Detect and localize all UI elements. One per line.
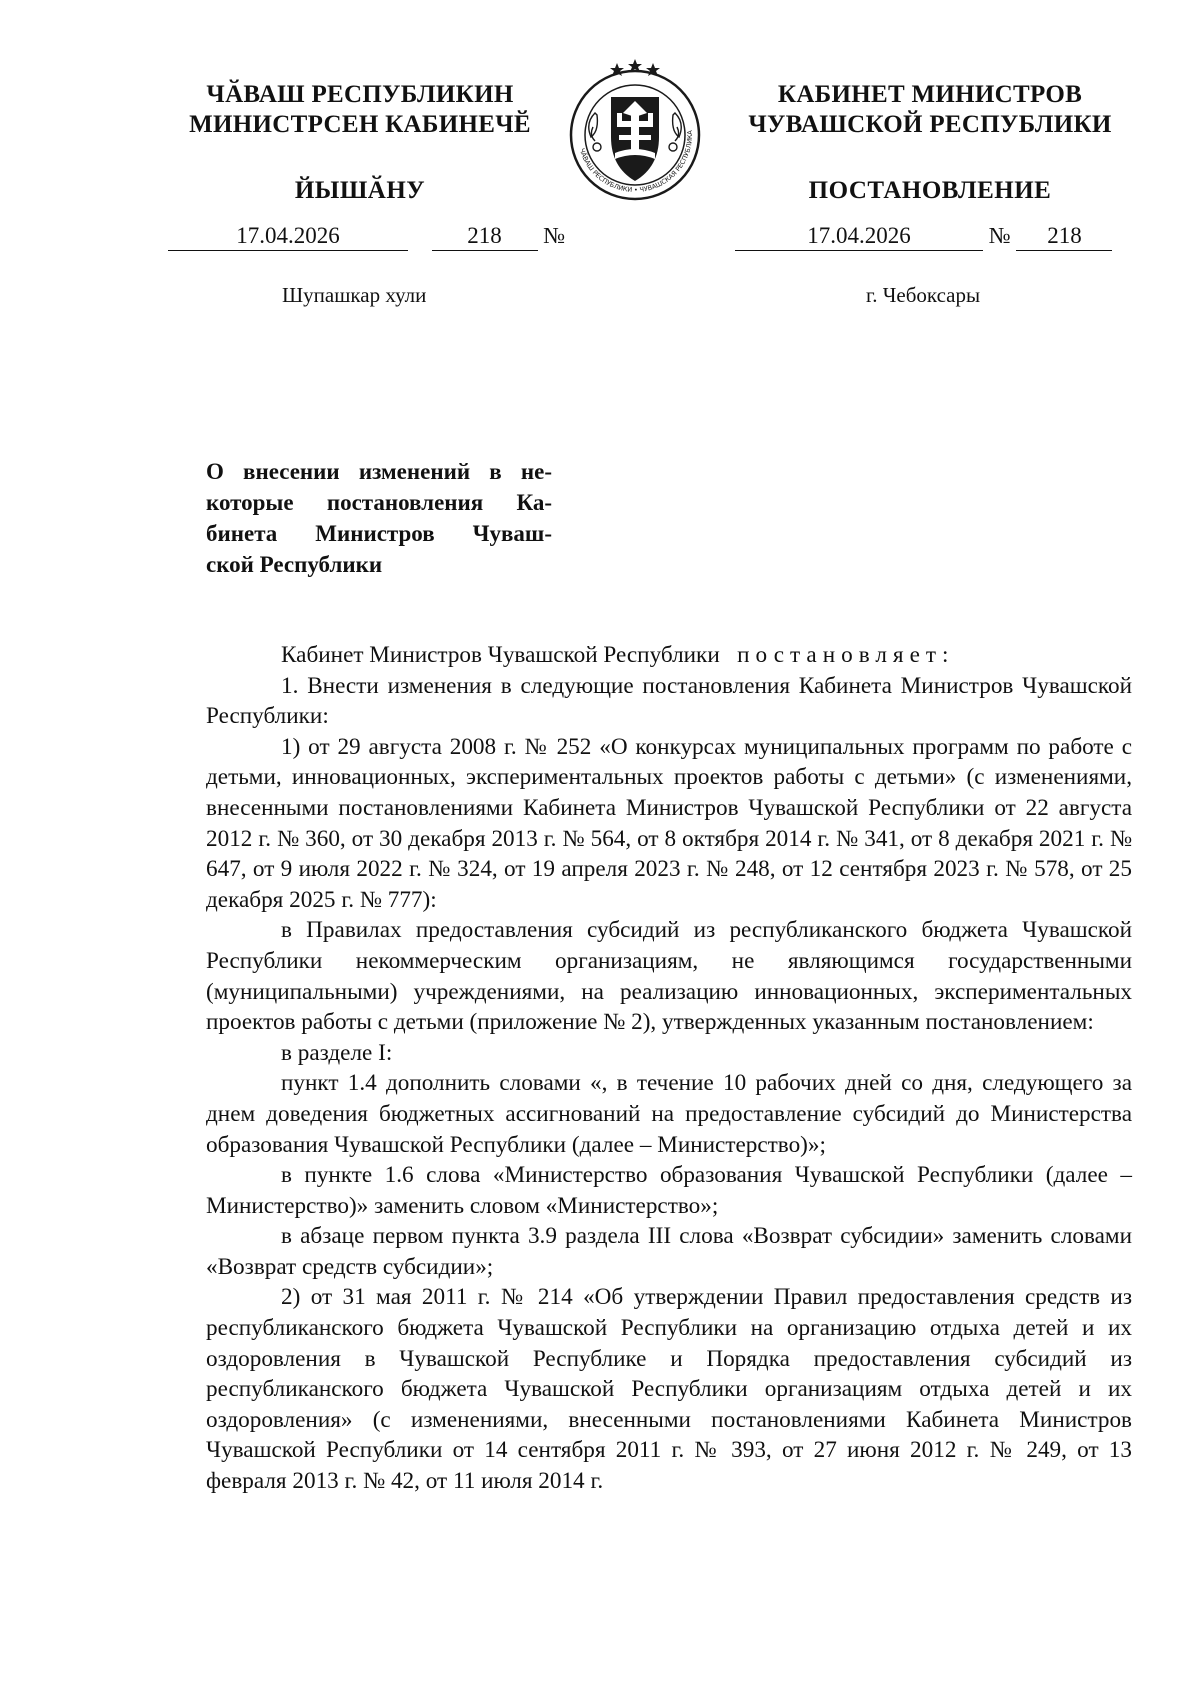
title-line: О внесении изменений в не- [206,459,552,484]
title-line: которые постановления Ка- [206,490,552,515]
header-left-line2: МИНИСТРСЕН КАБИНЕЧӖ [189,111,531,138]
title-line: ской Республики [206,552,383,577]
body-paragraph: 1) от 29 августа 2008 г. № 252 «О конкурсах муниципальных программ по работе с детьми, инновационных, экспериментальных проектов работы с детьми» (с изменениями, внесенными постановлениями Кабинета Министров Чувашской Республики от 22 августа 2012 г. № 360, от 30 декабря 2013 г. № 564, от 8 октября 2014 г. № 341, от 8 декабря 2021 г. № 647, от 9 июля 2022 г. № 324, от 19 апреля 2023 г. № 248, от 12 сентября 2023 г. № 578, от 25 декабря 2025 г. № 777): [206,733,1132,913]
date-number-left [168,222,565,251]
place-right: г. Чебоксары [866,283,981,307]
emblem-ring-text: ЧӐВАШ РЕСПУБЛИКИ • ЧУВАШСКАЯ РЕСПУБЛИКА [577,130,695,195]
number-sign-left: № [543,223,566,248]
title-line: бинета Министров Чуваш- [206,521,552,546]
body-paragraph: в абзаце первом пункта 3.9 раздела III слова «Возврат субсидии» заменить словами «Возврат средств субсидии»; [206,1223,1132,1280]
body-paragraph: 1. Внести изменения в следующие постановления Кабинета Министров Чувашской Республики: [206,672,1132,730]
number-left: 218 [432,222,538,251]
body-paragraph: пункт 1.4 дополнить словами «, в течение 10 рабочих дней со дня, следующего за днем доведения бюджетных ассигнований на предоставление субсидий до Министерства образования Чувашской Республики (далее – Министерство)»; [206,1070,1132,1158]
date-left: 17.04.2026 [168,222,408,251]
intro-verb: постановляет: [737,642,955,668]
header-right-doc-type: ПОСТАНОВЛЕНИЕ [808,177,1052,204]
date-right: 17.04.2026 [735,222,983,251]
body-paragraph: в разделе I: [281,1039,393,1066]
header-left-chuvash [160,80,560,206]
number-sign-right: № [988,223,1011,248]
intro-paragraph [206,640,1132,671]
header-right-line1: КАБИНЕТ МИНИСТРОВ [777,81,1083,108]
body-paragraph: 2) от 31 мая 2011 г. № 214 «Об утверждении Правил предоставления средств из республиканского бюджета Чувашской Республики на организацию отдыха детей и их оздоровления в Чувашской Республике и Порядка предоставления субсидий из республиканского бюджета Чувашской Республики организациям отдыха детей и их оздоровления» (с изменениями, внесенными постановлениями Кабинета Министров Чувашской Республики от 14 сентября 2011 г. № 393, от 27 июня 2012 г. № 249, от 13 февраля 2013 г. № 42, от 11 июля 2014 г. [206,1284,1132,1495]
date-number-right [735,222,1112,251]
place-left: Шупашкар хули [282,283,427,307]
number-right: 218 [1016,222,1112,251]
body-paragraph: в пункте 1.6 слова «Министерство образования Чувашской Республики (далее – Министерство)» заменить словом «Министерство»; [206,1162,1132,1219]
header-left-doc-type: ЙЫШӐНУ [294,177,426,204]
header-left-line1: ЧӐВАШ РЕСПУБЛИКИН [206,81,514,108]
intro-prefix: Кабинет Министров Чувашской Республики [281,642,720,668]
emblem-graphic [565,55,705,205]
body-paragraph: в Правилах предоставления субсидий из республиканского бюджета Чувашской Республики некоммерческим организациям, не являющимся государственными (муниципальными) учреждениями, на реализацию инновационных, экспериментальных проектов работы с детьми (приложение № 2), утвержденных указанным постановлением: [206,917,1132,1036]
document-body [206,640,1132,1497]
coat-of-arms-icon [565,55,705,205]
document-title [206,456,552,580]
header-right-line2: ЧУВАШСКОЙ РЕСПУБЛИКИ [748,111,1112,138]
header-right-russian [720,80,1140,206]
